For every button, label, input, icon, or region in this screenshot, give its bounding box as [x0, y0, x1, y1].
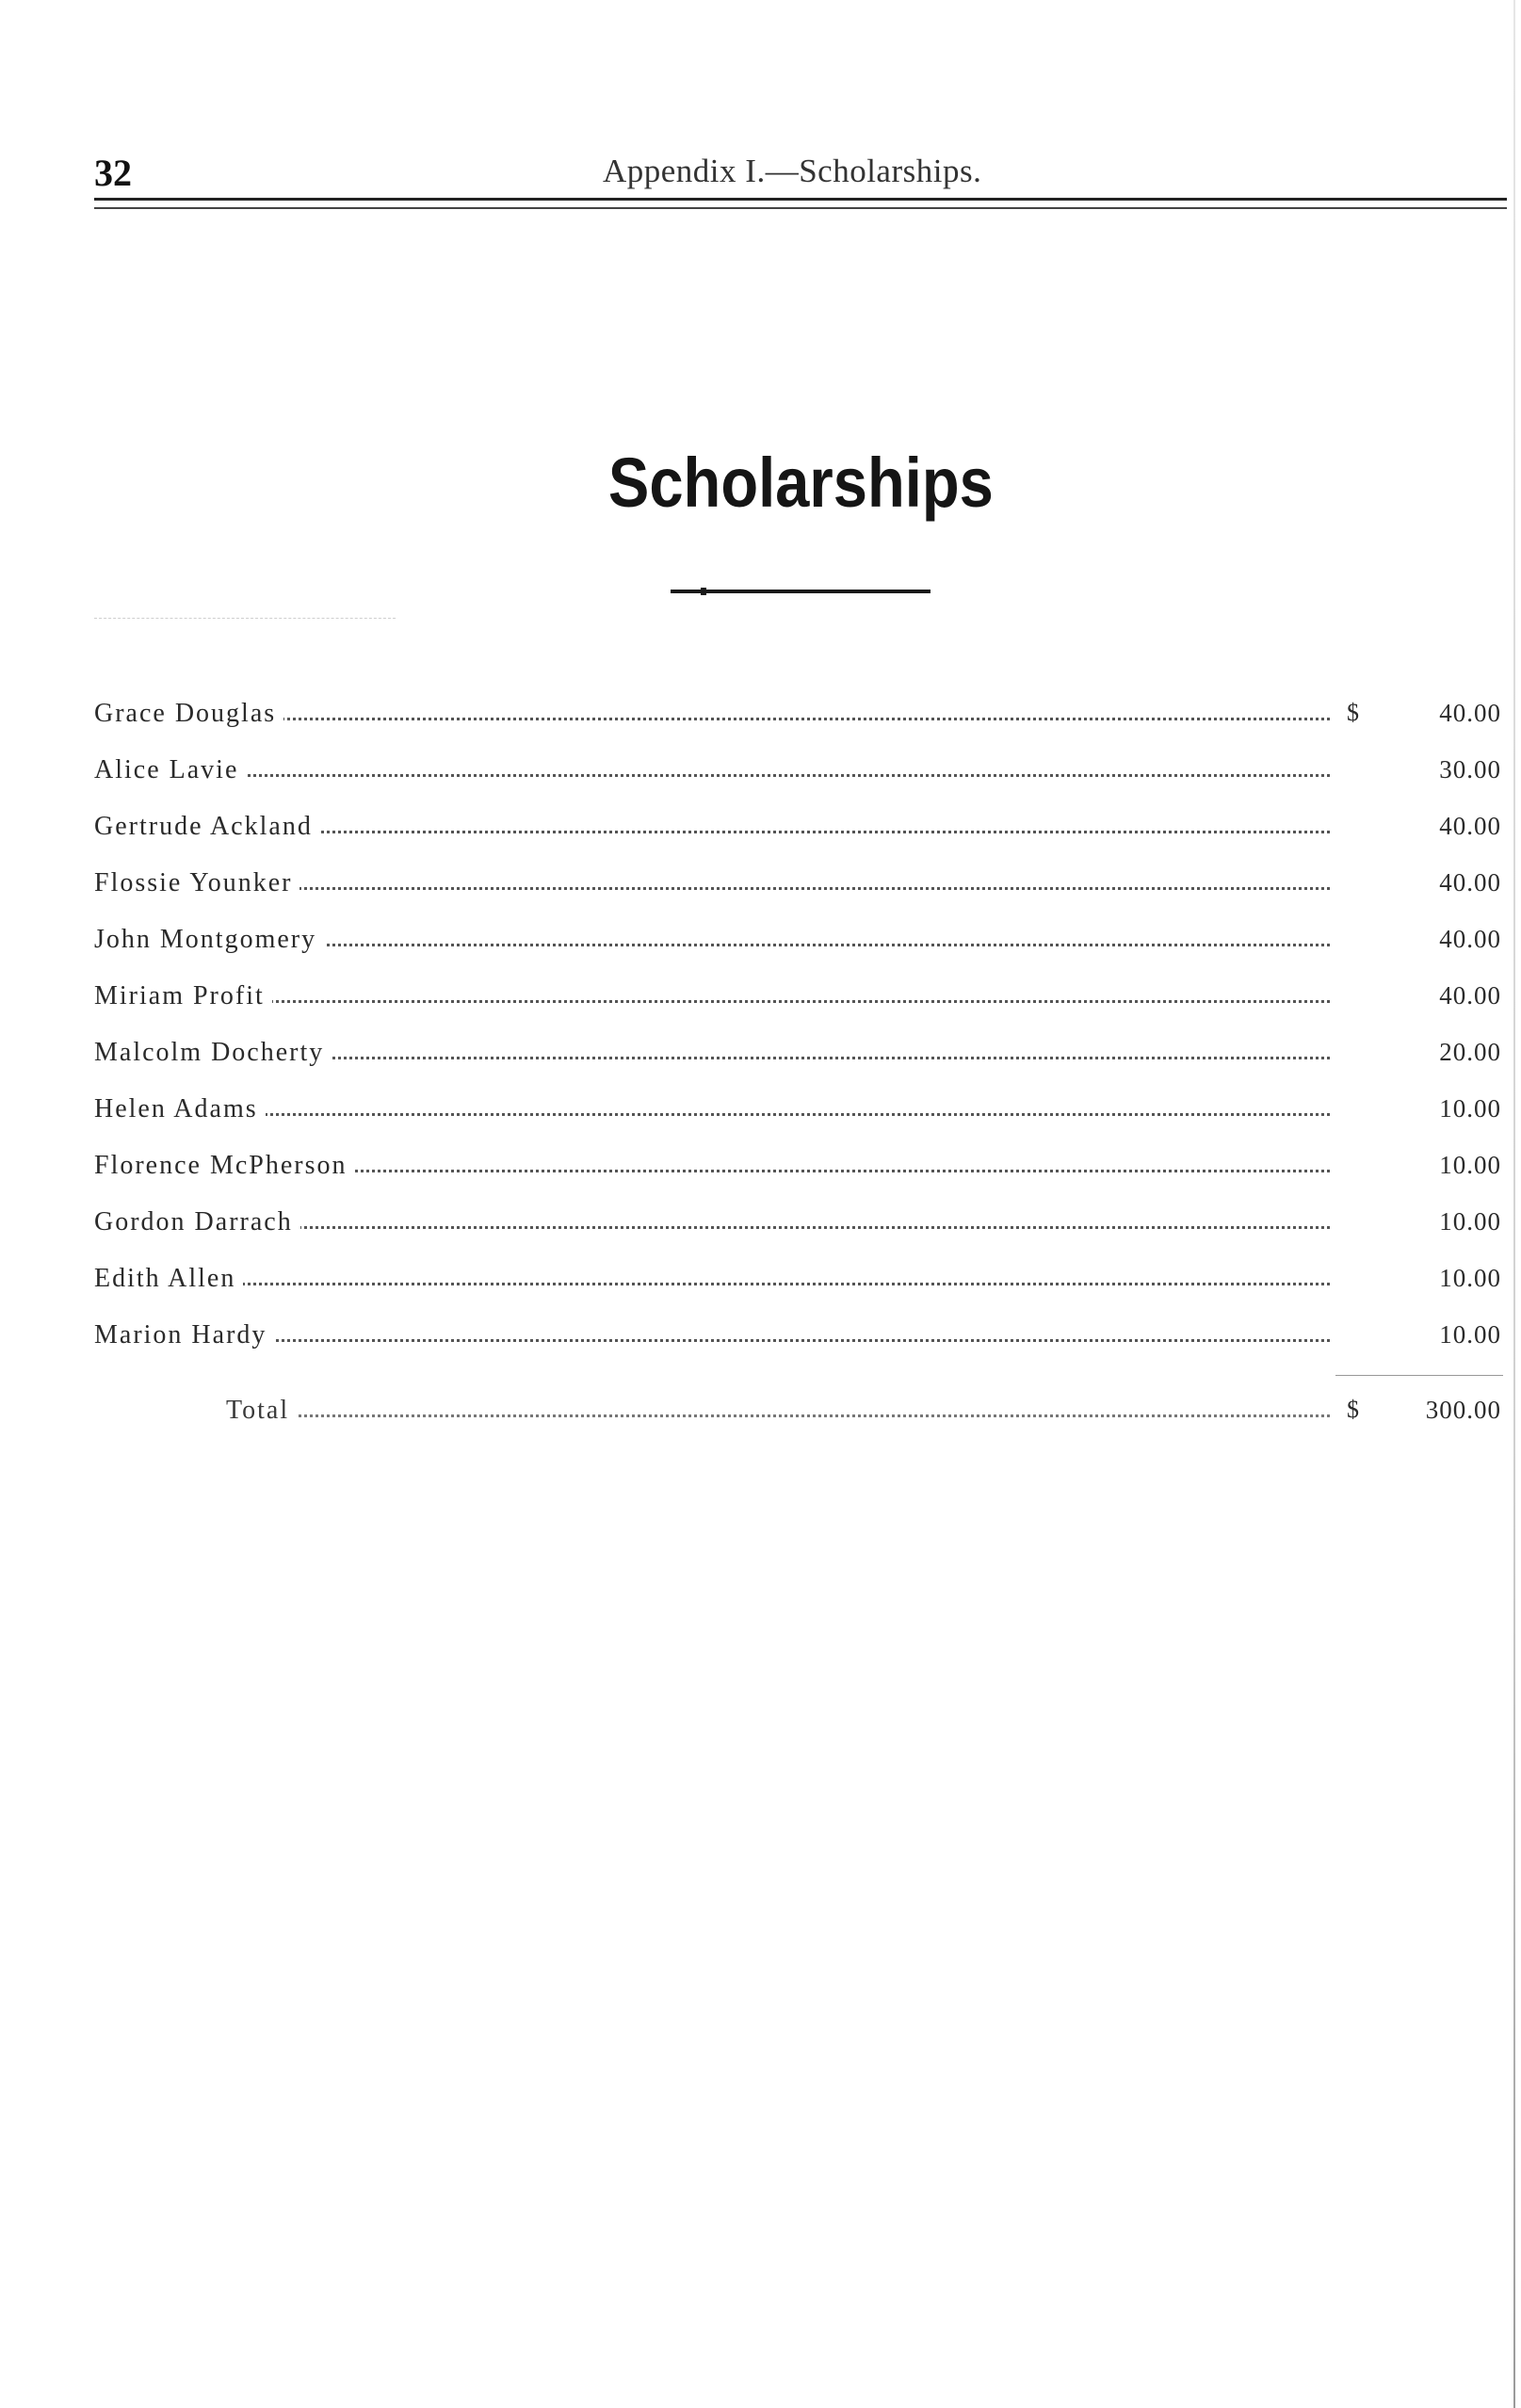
recipient-name: Malcolm Docherty [94, 1038, 332, 1068]
list-item [94, 1258, 1507, 1315]
list-item [94, 693, 1507, 750]
scholarship-amount: 20.00 [1439, 1038, 1501, 1066]
currency-symbol: $ [1347, 1396, 1359, 1423]
recipient-name: John Montgomery [94, 925, 324, 955]
header-rule-bottom [94, 207, 1507, 209]
scholarship-amount: 40.00 [1439, 812, 1501, 840]
recipient-name: Alice Lavie [94, 755, 246, 785]
total-amount: 300.00 [1425, 1396, 1501, 1424]
recipient-name: Grace Douglas [94, 699, 283, 729]
sum-rule [1335, 1375, 1503, 1376]
dot-leader [94, 774, 1330, 777]
currency-symbol: $ [1347, 699, 1359, 726]
header-rule-top [94, 198, 1507, 201]
scholarship-amount: 10.00 [1439, 1264, 1501, 1292]
list-item [94, 1089, 1507, 1145]
title-underline-ornament [701, 588, 706, 595]
scholarship-amount: 10.00 [1439, 1094, 1501, 1123]
list-item [94, 863, 1507, 919]
scholarship-amount: 40.00 [1439, 868, 1501, 897]
recipient-name: Florence McPherson [94, 1151, 355, 1181]
dot-leader [94, 1339, 1330, 1342]
scholarship-amount: 40.00 [1439, 981, 1501, 1010]
list-item [94, 806, 1507, 863]
scholarship-amount: 10.00 [1439, 1151, 1501, 1179]
title-underline [671, 590, 930, 593]
scholarship-amount: 40.00 [1439, 699, 1501, 727]
page-binding-edge [1513, 0, 1515, 2408]
dot-leader [94, 1000, 1330, 1003]
total-row [94, 1390, 1507, 1446]
recipient-name: Gordon Darrach [94, 1207, 300, 1237]
faint-print-mark [94, 618, 396, 619]
list-item [94, 1032, 1507, 1089]
running-head: Appendix I.—Scholarships. [603, 153, 982, 189]
recipient-name: Helen Adams [94, 1094, 266, 1124]
list-item [94, 919, 1507, 976]
recipient-name: Gertrude Ackland [94, 812, 320, 842]
page-title: Scholarships [607, 444, 994, 522]
page-header [94, 141, 1507, 198]
list-item [94, 976, 1507, 1032]
list-item [94, 750, 1507, 806]
scholarship-amount: 10.00 [1439, 1207, 1501, 1236]
scholarship-amount: 10.00 [1439, 1320, 1501, 1349]
list-item [94, 1202, 1507, 1258]
scholarship-amount: 30.00 [1439, 755, 1501, 784]
recipient-name: Flossie Younker [94, 868, 299, 898]
total-label: Total [226, 1396, 297, 1426]
recipient-name: Edith Allen [94, 1264, 243, 1294]
scholarship-list [94, 693, 1507, 1371]
list-item [94, 1315, 1507, 1371]
dot-leader [94, 1113, 1330, 1116]
scholarship-amount: 40.00 [1439, 925, 1501, 953]
dot-leader [94, 1283, 1330, 1285]
recipient-name: Miriam Profit [94, 981, 272, 1011]
recipient-name: Marion Hardy [94, 1320, 274, 1350]
list-item [94, 1145, 1507, 1202]
page-number: 32 [94, 152, 132, 194]
dot-leader [226, 1414, 1330, 1417]
